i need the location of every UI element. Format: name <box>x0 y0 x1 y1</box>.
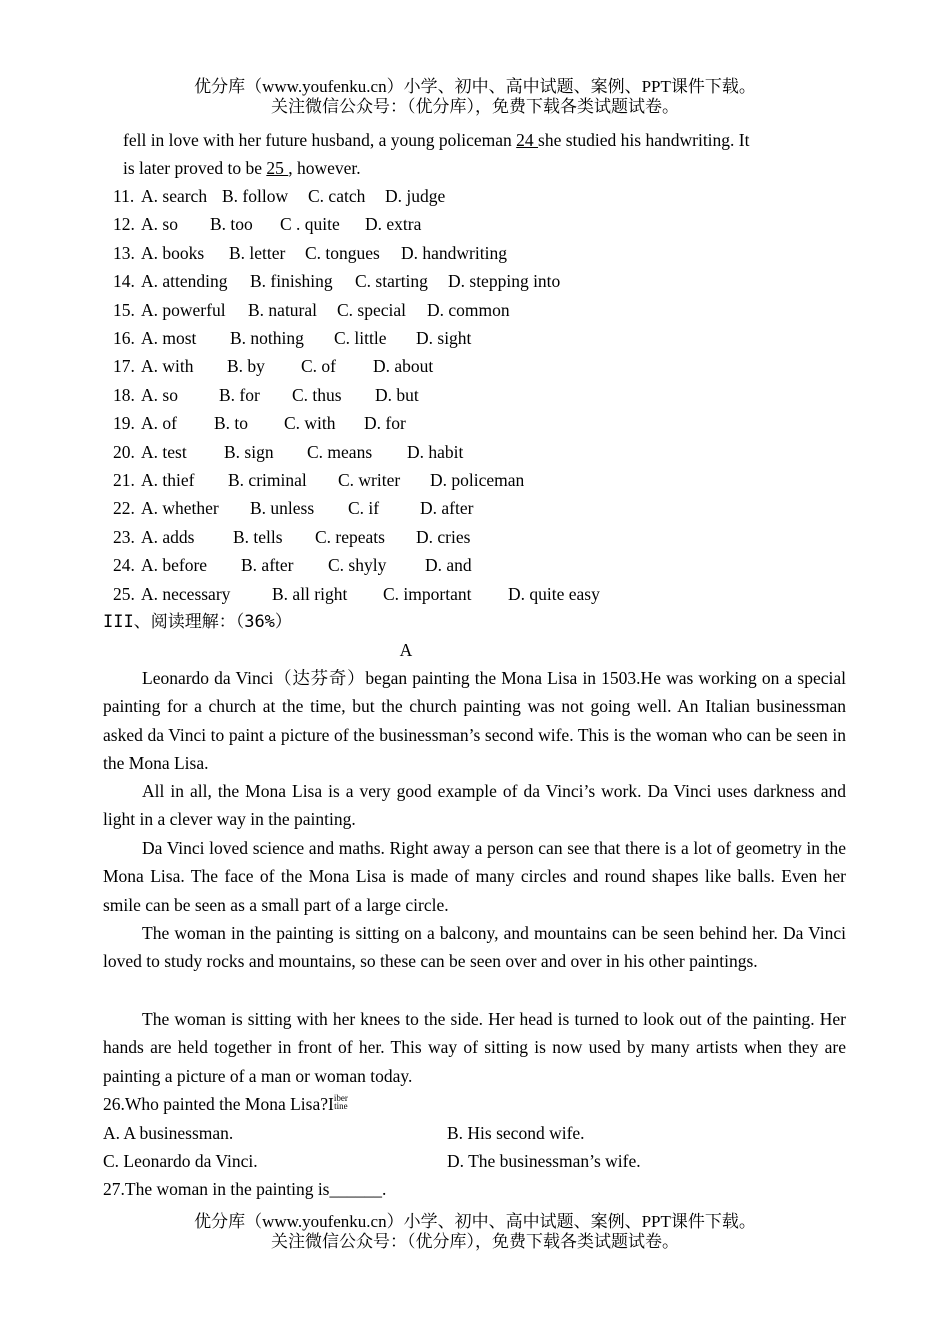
cloze-question-number: 21. <box>113 470 135 490</box>
passage-tail-line-1 <box>123 128 749 152</box>
cloze-option-d: D. judge <box>385 186 446 206</box>
paragraph-4: The woman in the painting is sitting on a balcony, and mountains can be seen behind her. Da Vinci loved to study rocks and mountains, so these can be seen over and over in his other paintings. <box>103 923 846 972</box>
cloze-option-b: B. sign <box>224 441 274 462</box>
section-title: III、阅读理解：（36%） <box>103 612 292 632</box>
paragraph-3: Da Vinci loved science and maths. Right away a person can see that there is a lot of geometry in the Mona Lisa. The face of the Mona Lisa is made of many circles and round shapes like balls. Even her smile can be seen as a small part of a large circle. <box>103 838 846 915</box>
cloze-option-d: D. after <box>420 498 474 519</box>
cloze-option-d: D. habit <box>407 441 464 462</box>
cloze-option-d: D. cries <box>416 526 471 547</box>
question-27-stem: 27.The woman in the painting is______. <box>103 1179 387 1199</box>
cloze-option-c: C. starting <box>355 271 428 292</box>
cloze-option-a: A. most <box>141 328 197 348</box>
cloze-option-a: A. search <box>141 186 208 206</box>
cloze-option-c: C . quite <box>280 214 340 235</box>
stray-mark <box>328 1094 348 1114</box>
cloze-question-number: 24. <box>113 555 135 576</box>
cloze-question-number: 14. <box>113 271 135 292</box>
question-26-stem: 26.Who painted the Mona Lisa? <box>103 1094 329 1114</box>
cloze-option-c: C. important <box>383 583 472 604</box>
cloze-option-c: C. writer <box>338 470 401 490</box>
cloze-option-b: B. nothing <box>230 328 304 348</box>
paragraph-2: All in all, the Mona Lisa is a very good example of da Vinci’s work. Da Vinci uses darkness and light in a clever way in the painting. <box>103 781 846 830</box>
cloze-option-d: D. and <box>425 555 472 576</box>
cloze-question-number: 22. <box>113 498 135 519</box>
passage-text: , however. <box>288 158 361 178</box>
cloze-option-c: C. means <box>307 441 373 462</box>
cloze-question-number: 18. <box>113 384 135 405</box>
cloze-option-b: B. for <box>219 384 260 405</box>
cloze-option-a: A. test <box>141 441 187 462</box>
question-26-option-a: A. A businessman. <box>103 1123 234 1143</box>
paragraph-5: The woman is sitting with her knees to the side. Her head is turned to look out of the painting. Her hands are held together in front of her. This way of sitting is now used by many artists when they are painting a picture of a man or woman today. <box>103 1009 846 1086</box>
passage-tail-line-2 <box>123 156 361 180</box>
page-header-line-2: 关注微信公众号：（优分库），免费下载各类试题试卷。 <box>271 97 679 116</box>
blank-24: 24 <box>516 130 539 150</box>
cloze-option-c: C. catch <box>308 186 366 206</box>
cloze-option-a: A. whether <box>141 498 219 519</box>
cloze-option-b: B. follow <box>222 186 289 206</box>
stray-mark-prefix: I <box>328 1094 334 1114</box>
cloze-option-b: B. by <box>227 356 265 377</box>
cloze-option-b: B. letter <box>229 242 286 263</box>
cloze-option-b: B. all right <box>272 583 348 604</box>
cloze-option-a: A. attending <box>141 271 228 292</box>
cloze-option-c: C. shyly <box>328 555 387 576</box>
cloze-question-number: 23. <box>113 526 135 547</box>
cloze-option-a: A. adds <box>141 526 195 547</box>
cloze-option-b: B. too <box>210 214 253 235</box>
cloze-option-d: D. sight <box>416 328 472 348</box>
cloze-option-a: A. before <box>141 555 208 576</box>
cloze-option-a: A. of <box>141 413 177 434</box>
cloze-option-d: D. stepping into <box>448 271 561 292</box>
cloze-option-d: D. about <box>373 356 434 377</box>
cloze-option-b: B. tells <box>233 526 283 547</box>
cloze-option-d: D. but <box>375 384 419 405</box>
cloze-option-c: C. thus <box>292 384 342 405</box>
cloze-question-number: 17. <box>113 356 135 377</box>
cloze-question-number: 12. <box>113 214 135 235</box>
cloze-option-b: B. natural <box>248 299 318 320</box>
cloze-option-c: C. special <box>337 299 407 320</box>
cloze-option-c: C. little <box>334 328 387 348</box>
cloze-option-a: A. necessary <box>141 583 231 604</box>
cloze-option-c: C. if <box>348 498 380 519</box>
cloze-option-b: B. unless <box>250 498 315 519</box>
cloze-option-b: B. after <box>241 555 294 576</box>
cloze-question-number: 15. <box>113 299 135 320</box>
cloze-question-number: 19. <box>113 413 135 434</box>
passage-text: she studied his handwriting. It <box>538 130 750 150</box>
stray-mark-top: iber <box>333 1093 348 1103</box>
cloze-option-b: B. criminal <box>228 470 307 490</box>
cloze-option-d: D. handwriting <box>401 242 507 263</box>
passage-text: fell in love with her future husband, a young policeman <box>123 130 517 150</box>
cloze-option-d: D. quite easy <box>508 583 600 604</box>
cloze-option-a: A. so <box>141 214 178 235</box>
question-26-option-d: D. The businessman’s wife. <box>447 1151 641 1171</box>
cloze-option-a: A. powerful <box>141 299 226 320</box>
cloze-option-a: A. books <box>141 242 205 263</box>
cloze-option-c: C. of <box>301 356 336 377</box>
question-26-option-c: C. Leonardo da Vinci. <box>103 1151 258 1171</box>
cloze-option-d: D. common <box>427 299 510 320</box>
paragraph-1: Leonardo da Vinci（达芬奇）began painting the Mona Lisa in 1503.He was working on a special painting for a church at the time, but the church painting was not going well. An Italian businessman asked da Vinci to paint a picture of the businessman’s second wife. This is the woman who can be seen in the Mona Lisa. <box>103 668 846 774</box>
cloze-question-number: 20. <box>113 441 135 462</box>
cloze-option-d: D. for <box>364 413 406 434</box>
cloze-option-a: A. with <box>141 356 194 377</box>
cloze-option-c: C. tongues <box>305 242 380 263</box>
cloze-option-d: D. policeman <box>430 470 525 490</box>
passage-label: A <box>399 640 413 660</box>
page-footer-line-2: 关注微信公众号：（优分库），免费下载各类试题试卷。 <box>271 1232 679 1251</box>
cloze-option-c: C. repeats <box>315 526 385 547</box>
cloze-option-b: B. finishing <box>250 271 333 292</box>
cloze-option-c: C. with <box>284 413 336 434</box>
page-footer-line-1: 优分库（www.youfenku.cn）小学、初中、高中试题、案例、PPT课件下载。 <box>194 1212 756 1231</box>
cloze-question-number: 13. <box>113 242 135 263</box>
cloze-option-a: A. thief <box>141 470 195 490</box>
page-header-line-1: 优分库（www.youfenku.cn）小学、初中、高中试题、案例、PPT课件下载。 <box>194 77 756 96</box>
cloze-option-b: B. to <box>214 413 249 434</box>
passage-text: is later proved to be <box>123 158 267 178</box>
question-26 <box>103 1092 348 1116</box>
cloze-question-number: 11. <box>113 186 135 206</box>
blank-25: 25 <box>266 158 289 178</box>
question-26-option-b: B. His second wife. <box>447 1123 585 1143</box>
cloze-option-a: A. so <box>141 384 178 405</box>
cloze-question-number: 25. <box>113 583 135 604</box>
stray-mark-bottom: tine <box>334 1101 348 1111</box>
cloze-question-number: 16. <box>113 328 135 348</box>
cloze-option-d: D. extra <box>365 214 422 235</box>
stray-mark-stack <box>334 1094 348 1110</box>
